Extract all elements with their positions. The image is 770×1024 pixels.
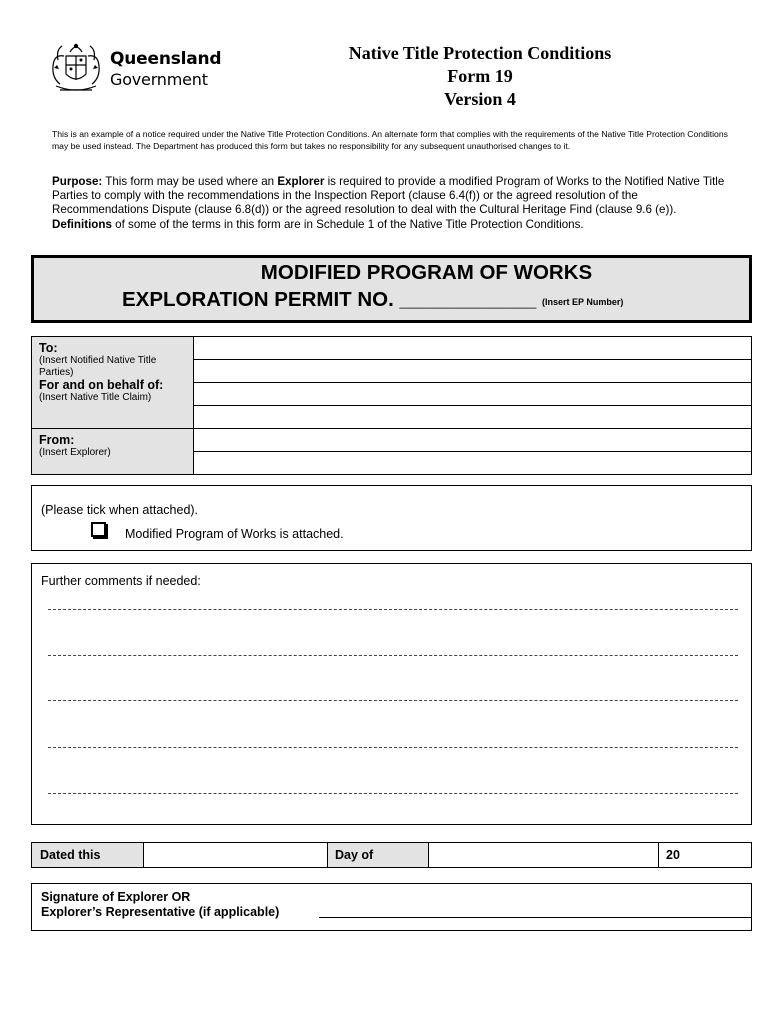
to-label: To:	[39, 341, 58, 355]
dated-label: Dated this	[40, 848, 101, 862]
day-of-label: Day of	[335, 848, 374, 862]
dated-row	[31, 842, 752, 868]
behalf-field-line-2[interactable]	[194, 428, 751, 429]
logo-government-text: Government	[110, 70, 208, 89]
attachment-checkbox[interactable]	[91, 522, 106, 537]
behalf-label: For and on behalf of:	[39, 378, 164, 392]
to-field-line-2[interactable]	[194, 382, 751, 383]
behalf-hint: (Insert Native Title Claim)	[39, 392, 152, 403]
banner-heading: MODIFIED PROGRAM OF WORKS	[260, 261, 593, 284]
parties-table	[31, 336, 752, 475]
coat-of-arms-icon	[48, 38, 104, 96]
tick-instruction: (Please tick when attached).	[41, 503, 199, 517]
permit-number-field[interactable]: EXPLORATION PERMIT NO. ____________	[122, 288, 537, 311]
to-hint: (Insert Notified Native Title Parties)	[39, 355, 157, 378]
from-label-cell	[32, 429, 194, 474]
purpose-paragraph	[52, 175, 732, 232]
attachment-checkbox-label: Modified Program of Works is attached.	[125, 527, 344, 541]
form-banner	[31, 255, 752, 323]
queensland-government-logo	[48, 38, 223, 96]
purpose-text-a: This form may be used where an	[102, 175, 278, 188]
from-field-line-1[interactable]	[194, 451, 751, 452]
purpose-explorer-term: Explorer	[277, 175, 325, 188]
cell-divider	[658, 843, 659, 867]
document-title	[300, 42, 660, 111]
permit-number-hint: (Insert EP Number)	[542, 297, 624, 307]
behalf-field-line-1[interactable]	[194, 405, 751, 406]
to-label-cell	[32, 337, 194, 429]
from-hint: (Insert Explorer)	[39, 447, 111, 458]
signature-section	[31, 883, 752, 931]
intro-paragraph: This is an example of a notice required under the Native Title Protection Conditions. An alternate form that complies with the requirements of the Native Title Protection Conditions may be used instead. The Department has produced this form but takes no responsibility for any subsequent unauthorised changes to it.	[52, 129, 728, 151]
purpose-label: Purpose:	[52, 175, 103, 188]
definitions-text: of some of the terms in this form are in Schedule 1 of the Native Title Protection Conditions.	[111, 217, 584, 231]
year-field[interactable]: 20	[666, 848, 680, 862]
definitions-label: Definitions	[52, 217, 112, 231]
from-label: From:	[39, 433, 75, 447]
to-field-line-1[interactable]	[194, 359, 751, 360]
signature-label-2: Explorer’s Representative (if applicable)	[41, 905, 280, 919]
comments-section	[31, 563, 752, 825]
comment-line[interactable]	[48, 655, 738, 656]
comment-line[interactable]	[48, 700, 738, 701]
banner-permit-line	[122, 288, 623, 312]
logo-queensland-text: Queensland	[110, 49, 222, 69]
signature-field[interactable]	[319, 917, 751, 918]
title-line-1: Native Title Protection Conditions	[348, 43, 612, 63]
comment-line[interactable]	[48, 747, 738, 748]
title-form-number: Form 19	[447, 66, 513, 86]
comment-line[interactable]	[48, 609, 738, 610]
comment-line[interactable]	[48, 793, 738, 794]
title-version: Version 4	[444, 89, 516, 109]
purpose-text-b: is required to provide a modified Program of Works to the Notified Native Title Parties to comply with the recommendations in the Inspection Report (clause 6.4(f)) or the agreed resolution of the Recommendations Dispute (clause 6.8(d)) or the agreed resolution to deal with the Cultural Heritage Find (clause 9.6 (e)).	[52, 175, 725, 217]
comments-label: Further comments if needed:	[41, 574, 201, 588]
attachment-section	[31, 485, 752, 551]
signature-label-1: Signature of Explorer OR	[41, 890, 191, 904]
